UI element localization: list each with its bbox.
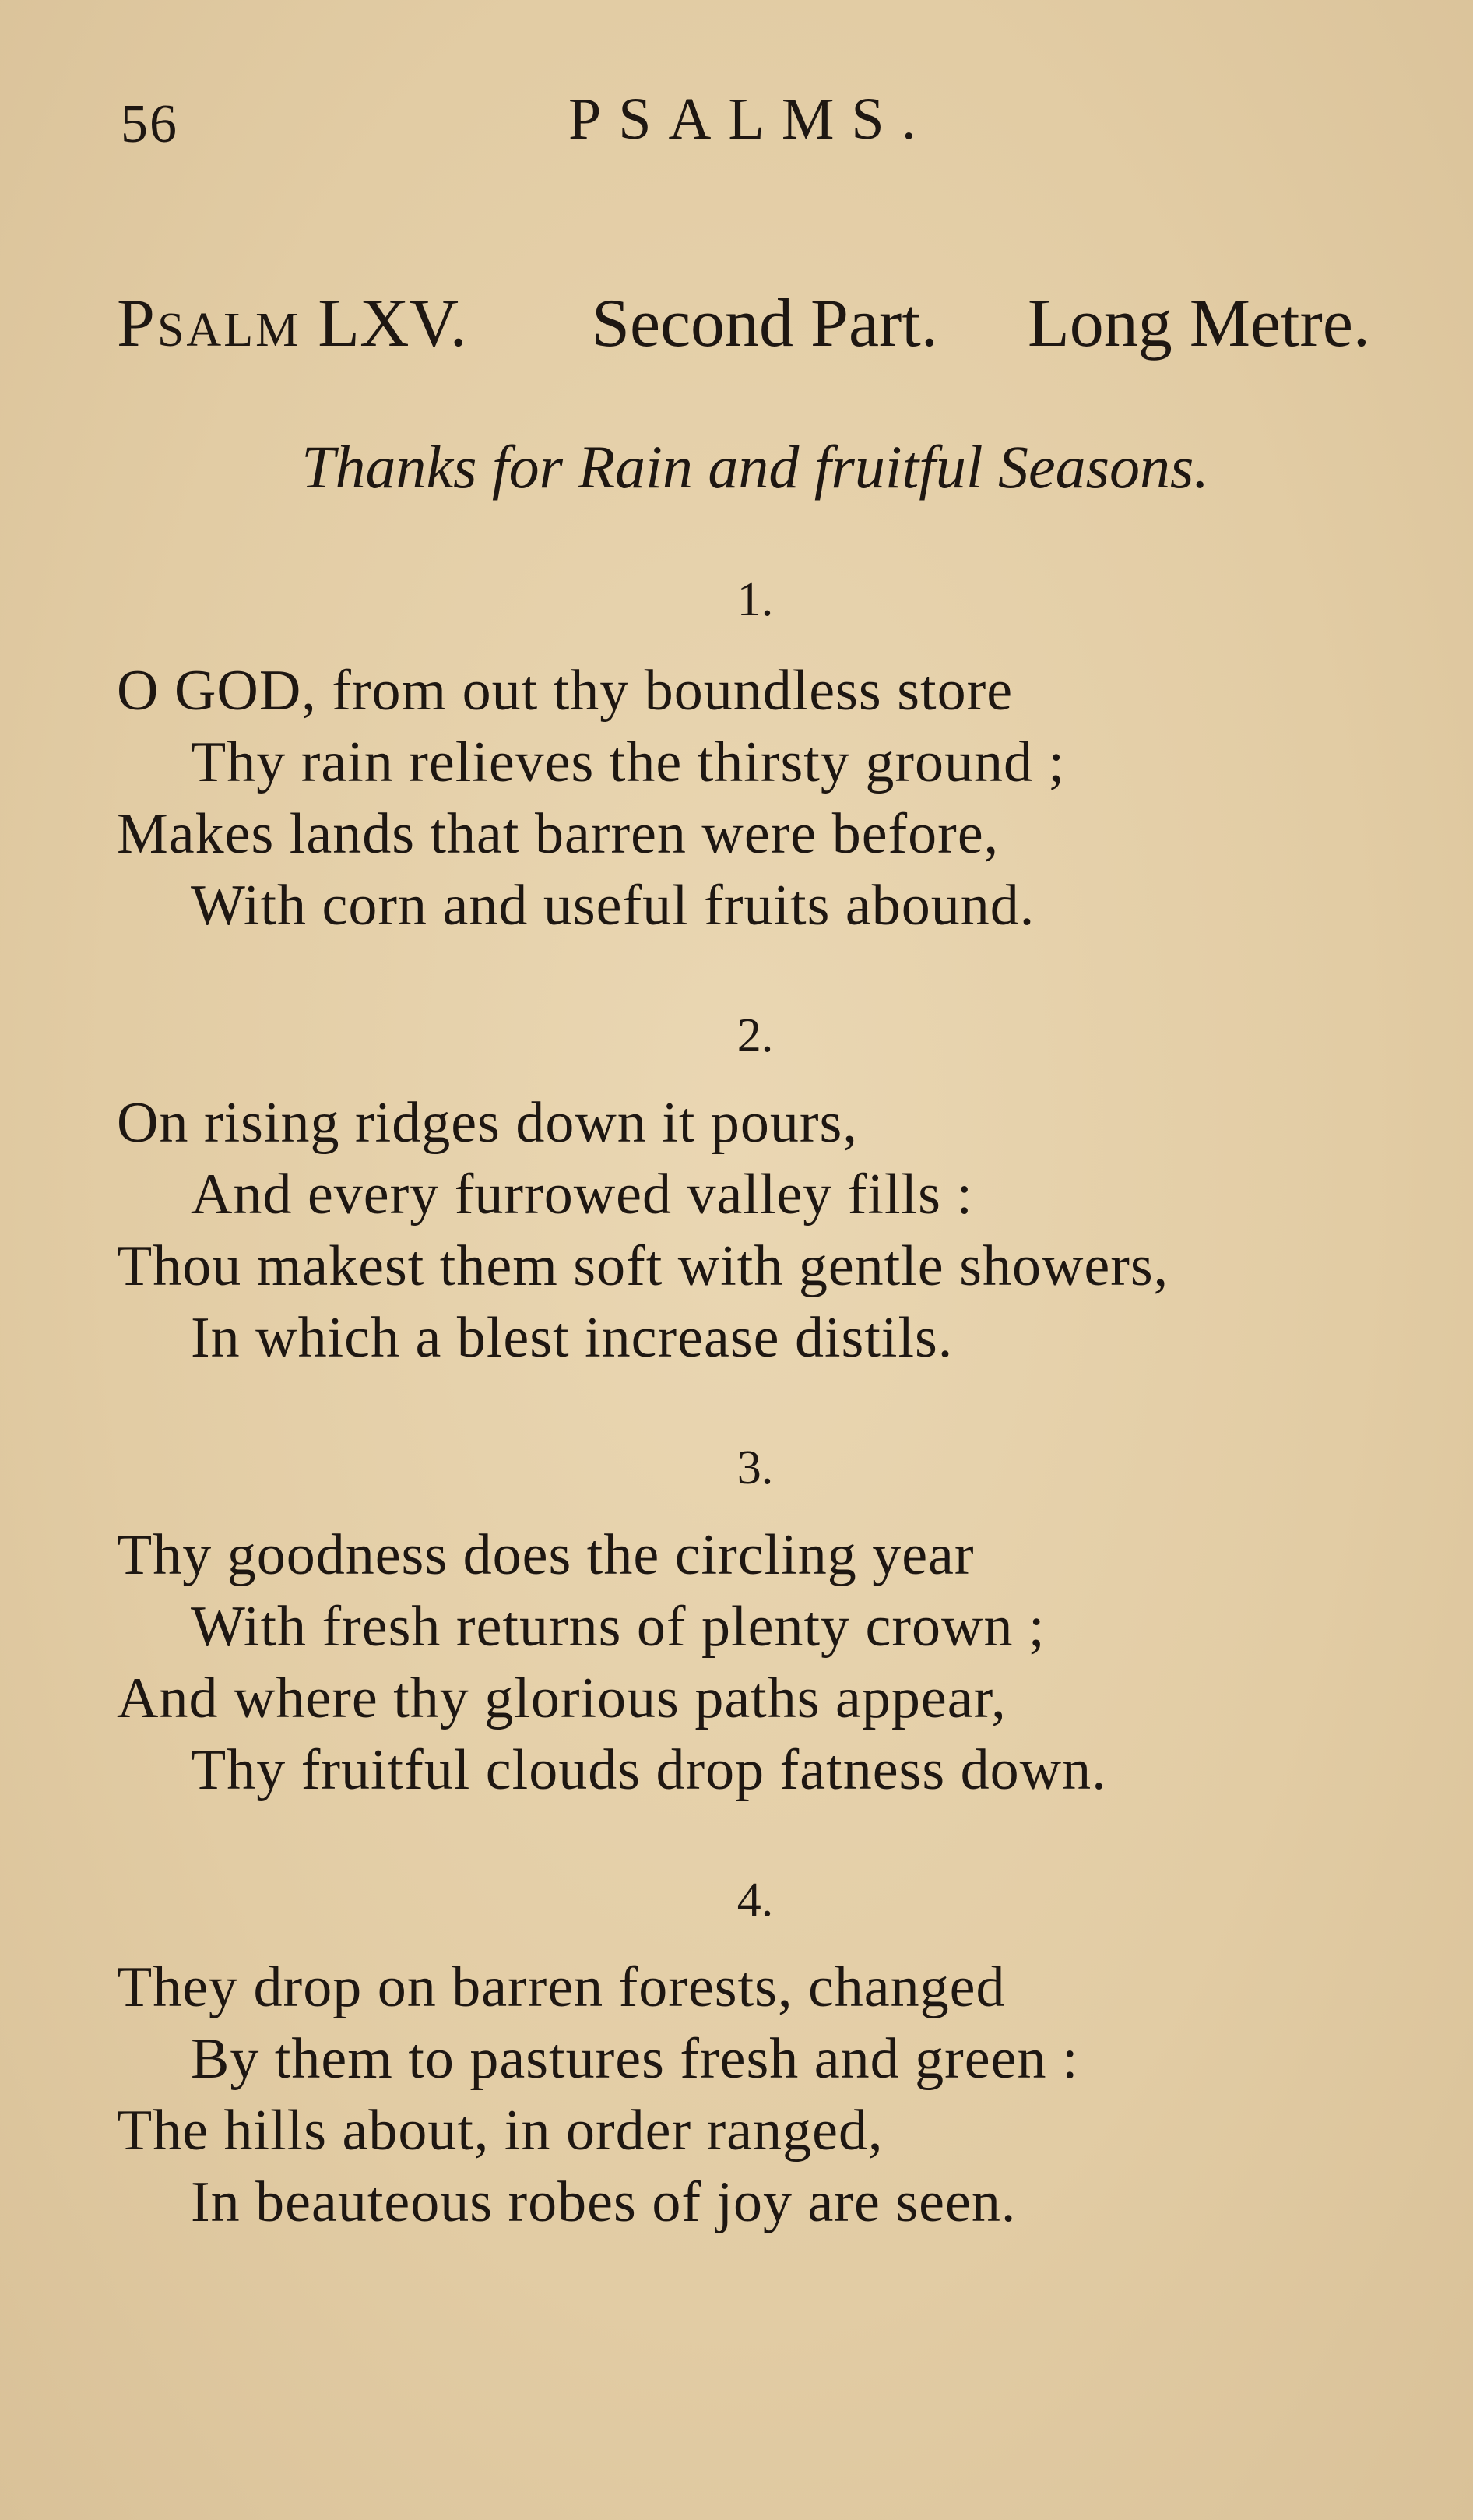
psalm-part: Second Part. <box>592 286 938 361</box>
verse-line: Thy fruitful clouds drop fatness down. <box>191 1738 1107 1802</box>
verse-line: They drop on barren forests, changed <box>117 1955 1006 2019</box>
verse-line: With fresh returns of plenty crown ; <box>191 1595 1046 1659</box>
psalm-number: LXV. <box>318 286 467 361</box>
psalm-subtitle: Thanks for Rain and fruitful Seasons. <box>301 433 1209 501</box>
verse-line: O GOD, from out thy boundless store <box>117 659 1014 723</box>
verse-line: Thou makest them soft with gentle showers, <box>117 1234 1169 1298</box>
verse-line: In beauteous robes of joy are seen. <box>191 2170 1017 2234</box>
psalm-metre: Long Metre. <box>1028 286 1370 361</box>
verse-line: And where thy glorious paths appear, <box>117 1667 1007 1730</box>
verse-line: Thy goodness does the circling year <box>117 1523 975 1587</box>
verse-line: With corn and useful fruits abound. <box>191 874 1035 938</box>
page-number: 56 <box>121 94 178 154</box>
stanza-number: 3. <box>736 1441 774 1494</box>
verse-line: Thy rain relieves the thirsty ground ; <box>191 730 1066 794</box>
verse-line: In which a blest increase distils. <box>191 1306 954 1370</box>
stanza-number: 1. <box>736 573 774 626</box>
running-head: PSALMS. <box>568 86 933 152</box>
stanza-number: 2. <box>736 1009 774 1062</box>
verse-line: Makes lands that barren were before, <box>117 802 1000 866</box>
verse-line: The hills about, in order ranged, <box>117 2099 884 2163</box>
stanza-number: 4. <box>736 1874 774 1927</box>
psalm-prefix: Psalm <box>117 286 301 361</box>
verse-line: And every furrowed valley fills : <box>191 1163 973 1227</box>
verse-line: On rising ridges down it pours, <box>117 1091 858 1155</box>
psalm-title <box>117 284 467 363</box>
verse-line: By them to pastures fresh and green : <box>191 2027 1079 2091</box>
